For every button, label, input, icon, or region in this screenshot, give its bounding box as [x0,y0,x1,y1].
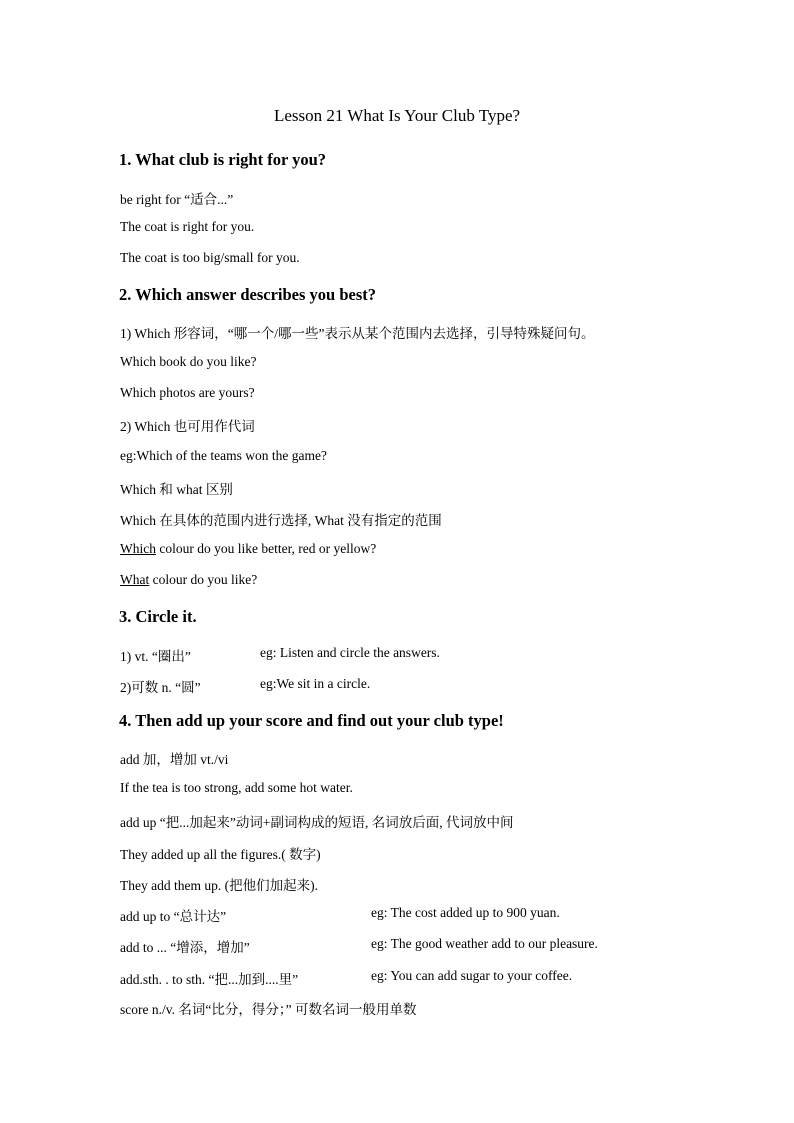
s2-line-8-rest: colour do you like better, red or yellow? [156,541,377,556]
s1-line-2: The coat is right for you. [120,219,255,234]
s2-line-7: Which 在具体的范围内进行选择, What 没有指定的范围 [120,513,442,528]
s4-line-2: If the tea is too strong, add some hot water. [120,780,353,795]
s4-row-6-right: eg: The cost added up to 900 yuan. [371,905,560,920]
s2-line-1: 1) Which 形容词，“哪一个/哪一些”表示从某个范围内去选择，引导特殊疑问句。 [120,326,595,341]
s4-line-5: They add them up. (把他们加起来). [120,878,318,893]
s4-row-7-left: add to ... “增添，增加” [120,940,250,955]
s2-line-6: Which 和 what 区别 [120,482,233,497]
s3-row-1-left: 1) vt. “圈出” [120,649,191,664]
s2-line-9 [120,572,257,588]
s4-row-7-right: eg: The good weather add to our pleasure. [371,936,598,951]
s1-line-3: The coat is too big/small for you. [120,250,300,265]
s2-line-2: Which book do you like? [120,354,257,369]
s3-row-2-right: eg:We sit in a circle. [260,676,371,691]
section-3-heading: 3. Circle it. [119,607,197,626]
s4-row-8-right: eg: You can add sugar to your coffee. [371,968,573,983]
which-underlined: Which [120,541,156,556]
section-2-heading: 2. Which answer describes you best? [119,285,376,304]
s4-line-1: add 加，增加 vt./vi [120,752,229,767]
what-underlined: What [120,572,150,587]
s1-line-1: be right for “适合...” [120,192,234,207]
section-1-heading: 1. What club is right for you? [119,150,327,169]
s2-line-5: eg:Which of the teams won the game? [120,448,327,463]
lesson-title: Lesson 21 What Is Your Club Type? [273,106,521,125]
s2-line-9-rest: colour do you like? [149,572,258,587]
s2-line-8 [120,541,376,557]
s4-row-8-left: add.sth. . to sth. “把...加到....里” [120,972,299,987]
s3-row-1-right: eg: Listen and circle the answers. [260,645,440,660]
section-4-heading: 4. Then add up your score and find out your club type! [119,711,504,730]
s4-line-3: add up “把...加起来”动词+副词构成的短语, 名词放后面, 代词放中间 [120,815,514,830]
s4-line-4: They added up all the figures.( 数字) [120,847,321,862]
s4-line-9: score n./v. 名词“比分，得分；” 可数名词一般用单数 [120,1002,417,1017]
s4-row-6-left: add up to “总计达” [120,909,227,924]
s3-row-2-left: 2)可数 n. “圆” [120,680,201,695]
s2-line-4: 2) Which 也可用作代词 [120,419,255,434]
s2-line-3: Which photos are yours? [120,385,255,400]
